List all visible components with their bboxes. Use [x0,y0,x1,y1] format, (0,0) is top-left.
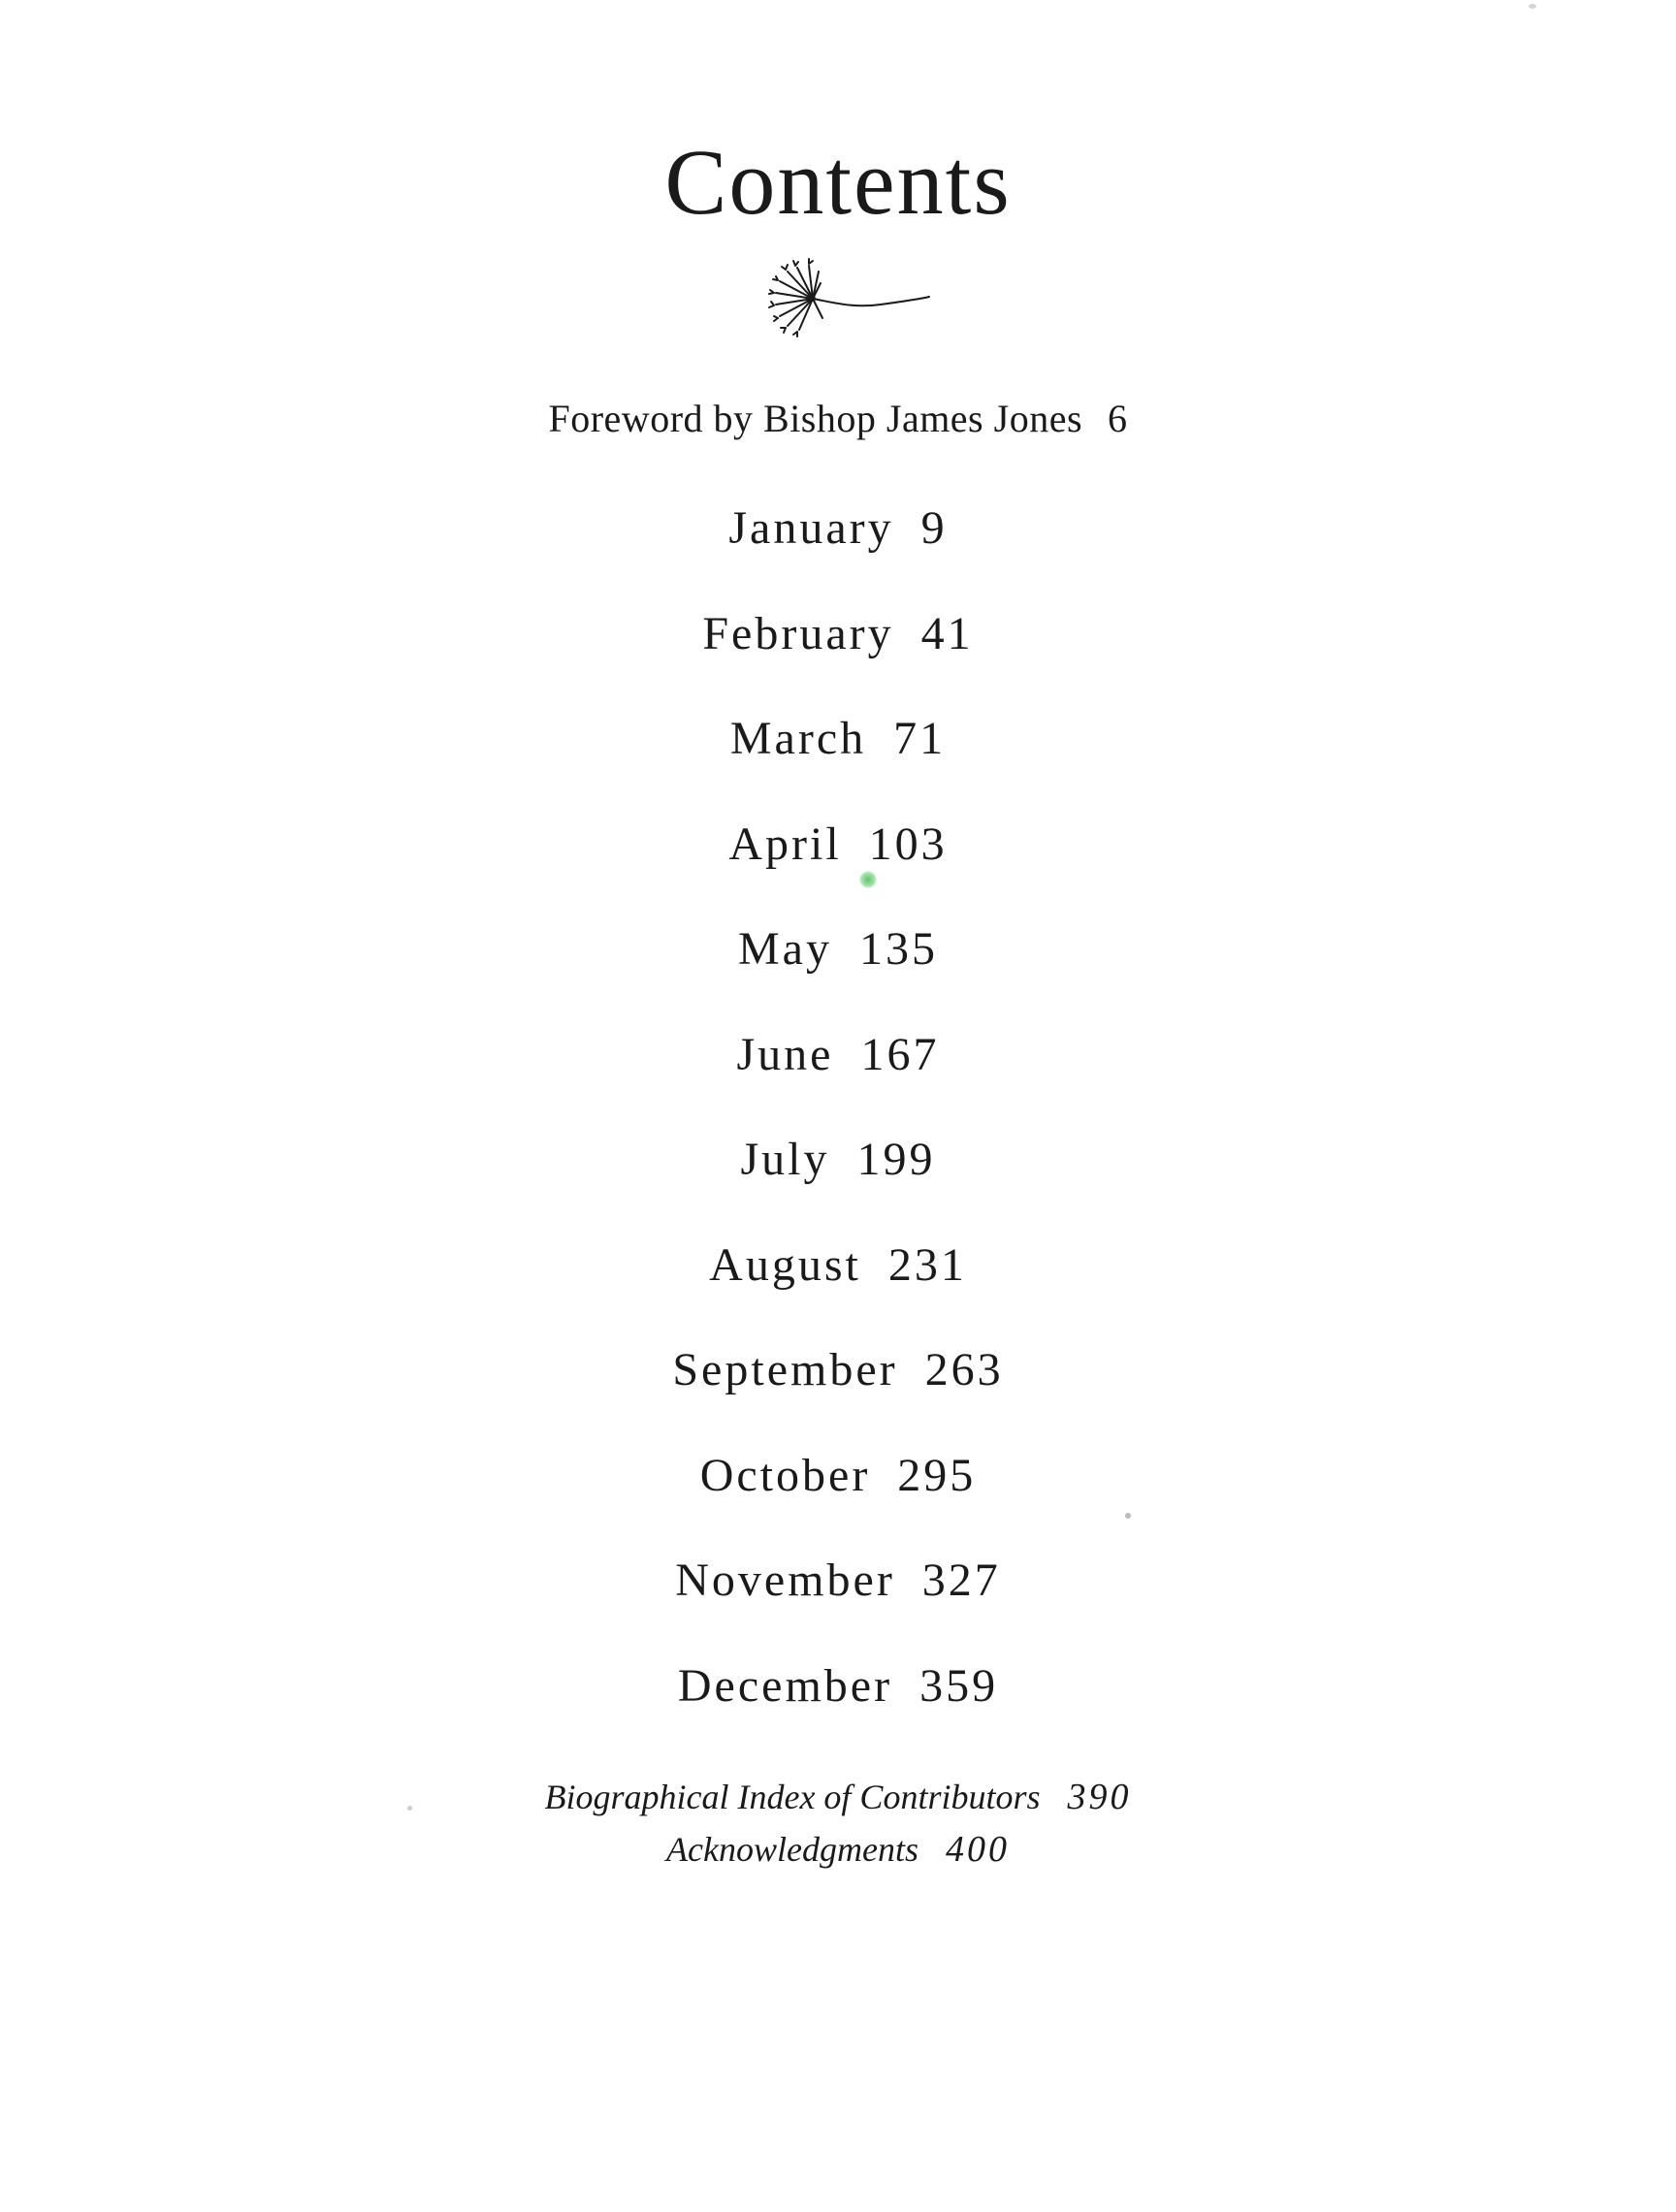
toc-entry-label: Acknowledgments [666,1830,919,1869]
toc-entry-label: May [738,923,832,975]
scan-speck [407,1806,412,1811]
toc-entry-biographical-index[interactable] [0,1771,1676,1823]
toc-page-number: 400 [945,1829,1010,1870]
toc-entry-august[interactable] [0,1236,1676,1342]
toc-entry-label: July [740,1134,830,1185]
scan-speck [1529,4,1536,9]
toc-entry-january[interactable] [0,499,1676,605]
toc-entry-label: June [736,1028,834,1080]
scan-speck [1125,1513,1131,1519]
toc-page-number: 103 [868,817,948,870]
page-title: Contents [664,130,1012,234]
toc-page-number: 135 [858,923,938,975]
toc-entry-label: September [672,1344,898,1395]
toc-entry-acknowledgments[interactable] [0,1823,1676,1875]
toc-entry-label: Foreword by Bishop James Jones [548,397,1083,440]
toc-entry-label: December [677,1659,893,1712]
toc-page-number: 390 [1067,1777,1132,1817]
toc-entry-june[interactable] [0,1026,1676,1132]
toc-back-matter [0,1771,1676,1875]
toc-page-number: 41 [920,607,974,659]
toc-entry-label: November [675,1555,895,1606]
toc-month-list [0,499,1676,1762]
toc-entry-april[interactable] [0,816,1676,921]
toc-page-number: 199 [856,1134,936,1185]
toc-entry-december[interactable] [0,1657,1676,1763]
toc-page-number: 263 [924,1344,1004,1395]
toc-page-number: 6 [1108,397,1128,440]
toc-page-number: 71 [893,713,947,764]
toc-entry-march[interactable] [0,710,1676,816]
toc-page-number: 9 [920,502,948,554]
toc-page-number: 295 [897,1449,977,1501]
toc-entry-label: February [702,607,894,659]
scan-speck [859,871,877,888]
toc-page-number: 167 [860,1028,940,1080]
toc-entry-label: April [728,817,842,870]
toc-page-number: 231 [887,1238,967,1291]
toc-page-number: 327 [921,1555,1001,1606]
toc-entry-label: March [729,713,867,764]
toc-entry-label: August [709,1238,861,1291]
toc-entry-october[interactable] [0,1447,1676,1553]
toc-entry-label: Biographical Index of Contributors [544,1778,1041,1816]
toc-entry-september[interactable] [0,1341,1676,1447]
toc-entry-label: October [699,1449,871,1501]
toc-entry-foreword[interactable] [0,397,1676,440]
toc-entry-november[interactable] [0,1552,1676,1657]
toc-entry-february[interactable] [0,605,1676,711]
toc-entry-july[interactable] [0,1131,1676,1236]
toc-page-number: 359 [919,1659,999,1712]
dandelion-seedhead-icon [766,254,941,341]
toc-entry-may[interactable] [0,920,1676,1026]
toc-entry-label: January [728,502,894,554]
